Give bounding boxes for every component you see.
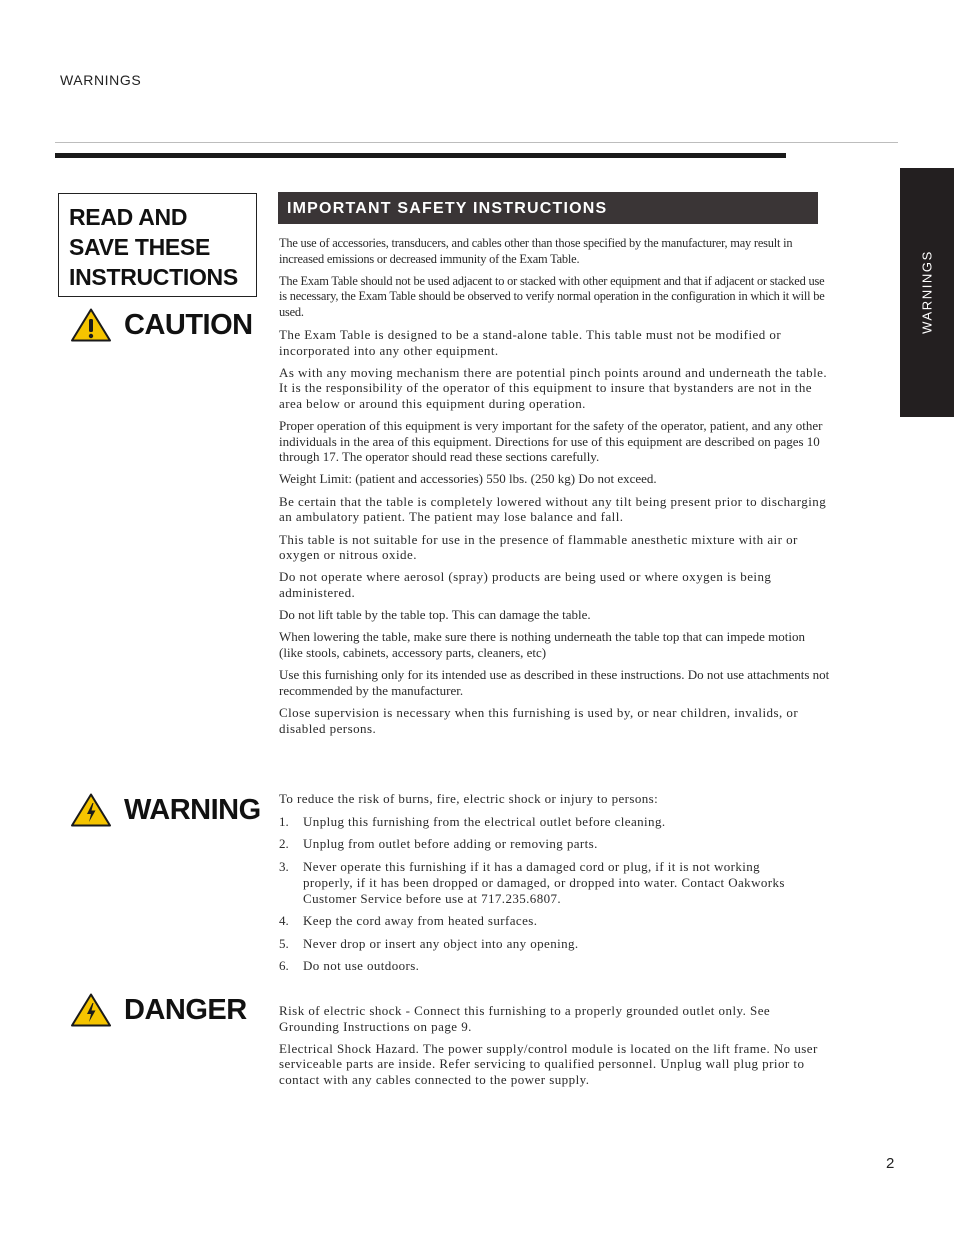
danger-heading [70, 992, 247, 1028]
read-and-save-box [58, 193, 257, 297]
caution-paragraph: Weight Limit: (patient and accessories) 550 lbs. (250 kg) Do not exceed. [279, 471, 657, 487]
list-item-number: 6. [279, 958, 289, 973]
list-item [279, 958, 831, 974]
list-item-text: Never drop or insert any object into any opening. [303, 935, 579, 951]
list-item-number: 4. [279, 913, 289, 928]
warning-label: WARNING [124, 793, 261, 826]
warning-intro: To reduce the risk of burns, fire, electric shock or injury to persons: [279, 791, 659, 806]
header-divider-thin [55, 142, 898, 143]
read-box-line: SAVE THESE [69, 234, 210, 260]
caution-paragraph: Do not lift table by the table top. This can damage the table. [279, 607, 591, 623]
danger-label: DANGER [124, 993, 247, 1026]
exclamation-triangle-icon [70, 307, 112, 343]
caution-paragraph: The Exam Table is designed to be a stand-alone table. This table must not be modified or incorporated into any other equipment. [279, 327, 782, 358]
list-item [279, 836, 831, 852]
list-item-text: Keep the cord away from heated surfaces. [303, 913, 538, 928]
caution-heading [70, 307, 253, 343]
running-header: WARNINGS [60, 72, 142, 88]
read-box-line: INSTRUCTIONS [69, 264, 238, 290]
list-item-number: 3. [279, 858, 289, 874]
lightning-triangle-icon [70, 792, 112, 828]
caution-paragraph: The use of accessories, transducers, and cables other than those specified by the manufacturer, may result in increased emissions or decreased immunity of the Exam Table. [279, 236, 793, 266]
page-number: 2 [886, 1155, 895, 1172]
list-item [279, 859, 831, 907]
list-item [279, 814, 831, 830]
section-side-tab [900, 168, 954, 417]
list-item-text: Never operate this furnishing if it has a damaged cord or plug, if it is not working properly, if it has been dropped or damaged, or dropped into water. Contact Oakworks Customer Service before use at 717.235.6807. [303, 858, 785, 906]
caution-paragraph: The Exam Table should not be used adjacent to or stacked with other equipment and that if adjacent or stacked use is necessary, the Exam Table should be observed to verify normal operation in the configuration in which it will be used. [279, 273, 825, 319]
side-tab-label: WARNINGS [919, 250, 935, 334]
caution-paragraph: Proper operation of this equipment is very important for the safety of the operator, patient, and any other individuals in the area of this equipment. Directions for use of this equipment are described on pages 10 through 17. The operator should read these sections carefully. [279, 418, 823, 465]
list-item [279, 936, 831, 952]
caution-label: CAUTION [124, 308, 253, 341]
list-item-text: Unplug this furnishing from the electrical outlet before cleaning. [303, 813, 666, 829]
caution-paragraph: When lowering the table, make sure there is nothing underneath the table top that can impede motion (like stools, cabinets, accessory parts, cleaners, etc) [279, 629, 805, 660]
danger-paragraph: Electrical Shock Hazard. The power supply/control module is located on the lift frame. No user serviceable parts are inside. Refer servicing to qualified personnel. Unplug wall plug prior to contact with any cables connected to the power supply. [279, 1040, 818, 1087]
list-item [279, 913, 831, 929]
list-item-number: 1. [279, 813, 289, 829]
caution-paragraph: This table is not suitable for use in the presence of flammable anesthetic mixture with air or oxygen or nitrous oxide. [279, 531, 798, 563]
caution-text-block [279, 236, 831, 743]
caution-paragraph: Be certain that the table is completely lowered without any tilt being present prior to discharging an ambulatory patient. The patient may lose balance and fall. [279, 493, 827, 525]
header-divider-thick [55, 153, 786, 158]
caution-paragraph: As with any moving mechanism there are potential pinch points around and underneath the table. It is the responsibility of the operator of this equipment to insure that bystanders are not in the area below or around this equipment during operation. [279, 364, 828, 411]
danger-paragraph: Risk of electric shock - Connect this furnishing to a properly grounded outlet only. See Grounding Instructions on page 9. [279, 1003, 771, 1034]
caution-paragraph: Do not operate where aerosol (spray) products are being used or where oxygen is being administered. [279, 569, 772, 600]
lightning-triangle-icon [70, 992, 112, 1028]
danger-text-block [279, 1003, 831, 1094]
list-item-number: 5. [279, 935, 289, 951]
list-item-number: 2. [279, 836, 289, 851]
warning-list-block [279, 791, 831, 981]
caution-paragraph: Close supervision is necessary when this furnishing is used by, or near children, invalids, or disabled persons. [279, 705, 799, 736]
list-item-text: Do not use outdoors. [303, 958, 420, 973]
warning-heading [70, 792, 261, 828]
section-title-bar: IMPORTANT SAFETY INSTRUCTIONS [278, 192, 818, 224]
list-item-text: Unplug from outlet before adding or removing parts. [303, 836, 598, 851]
caution-paragraph: Use this furnishing only for its intended use as described in these instructions. Do not use attachments not recommended by the manufacturer. [279, 667, 830, 698]
read-box-line: READ AND [69, 204, 188, 230]
